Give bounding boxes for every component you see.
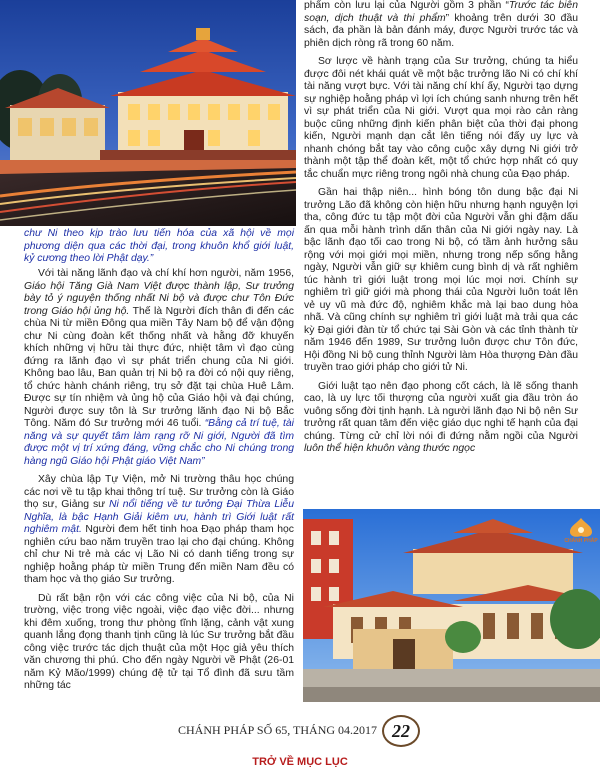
back-to-toc-link[interactable]: TRỞ VỀ MỤC LỤC [252, 756, 348, 768]
page-footer [0, 713, 600, 753]
paragraph [24, 268, 294, 468]
quote-text: “Bằng cả trí tuệ, tài năng và sự quyết tâm làm rạng rỡ Ni giới, Người đã tìm được một vị trí xứng đáng, vững chắc cho Ni chúng trong hàng ngũ Giáo hội Phật giáo Việt Nam” [24, 418, 294, 467]
text-run: Thế là Người đích thân đi đến các chùa Ni từ miền Đông qua miền Tây Nam bộ để vận động chư Ni cùng đoàn kết thống nhất và hằng đỡ khuyến khích những vị hữu tài thực đức, nhiệt tâm vì đạo cùng đứng ra lãnh đạo vì sự phát triển chung của Ni giới. Không bao lâu, Ban quản trị Ni bộ ra đời có nội quy riêng, tổ chức hành chánh riêng, trụ sở đặt tại chùa Huê Lâm. Được sự tín nhiệm và ủng hộ của Giáo hội và đại chúng, Người được suy tôn là Sư trưởng lãnh đạo Ni bộ Bắc Tông. Năm đó Sư trưởng mới 46 tuổi. [24, 305, 294, 429]
text-run-blue: Ni nổi tiếng về tư tưởng Đại Thừa Liễu Nghĩa, là bậc Hạnh Giải kiêm ưu, hành trì Giới luật rất nghiêm mật. [24, 499, 294, 535]
text-run: Người đem hết tinh hoa Đạo pháp tham học nghiên cứu bao năm truyền trao lại cho đại chúng. Không chỉ chư Ni trẻ mà các vị Lão Ni có danh tiếng trong sự nghiệp hoằng pháp từ miền Trung đến miền Nam đều có tham học và thọ giáo Sư trưởng. [24, 524, 294, 585]
text-run-italic: Giáo hội Tăng Già Nam Việt được thành lập, Sư trưởng bày tỏ ý nguyện thống nhất Ni bộ và được chư Tôn Đức trong Giáo hội ủng hộ. [24, 280, 294, 317]
text-run: Giới luật tạo nên đạo phong cốt cách, là lẽ sống thanh cao, là uy lực tối thượng của người xuất gia đầu tròn áo vuông sống đời tịnh hạnh. Là người lãnh đạo Ni bộ nên Sư trưởng rất quan tâm đến việc giáo dục nghi tế hạnh của đại chúng. Từng cử chỉ lời nói đi đứng nằm ngồi của Người [304, 380, 578, 442]
issue-info: CHÁNH PHÁP SỐ 65, THÁNG 04.2017 [178, 723, 378, 737]
paragraph: Dù rất bận rộn với các công việc của Ni bộ, của Ni trường, việc trong việc ngoài, việc đạo việc đời... nhưng khi đêm xuống, trong thư phòng tĩnh lặng, cảnh vật xung quanh lắng đọng thanh tịnh cũng là lúc Sư trưởng bắt đầu công việc trước tác dịch thuật của một Học giả yêu thích văn chương thi phú. Cho đến ngày Người về Phật (26-01 năm Kỷ Mão/1999) chúng đệ tử tại Tổ đình đã sưu tầm những tác [24, 592, 294, 691]
left-column [24, 268, 294, 699]
paragraph: Sơ lược về hành trạng của Sư trưởng, chúng ta hiểu được đôi nét khái quát về một bậc trưởng lão Ni có chí khí tài năng vượt bực. Với tài năng chí khí ấy, Người tạo dựng sự nghiệp hoằng pháp vì lợi ích chúng sanh nhưng trên hết vì sự phát triển của Ni giới. Vượt qua mọi rào cản ràng buộc cũng những định kiến phân biệt của thời đại phong kiến, Người mạnh dạn cắt lên tiếng nói đấy uy lực và nhanh chóng bắt tay vào công cuộc xây dựng Ni giới trở thành một tập thể đoàn kết, một tổ chức hợp nhất có quy tắc chuẩn mực riêng trong ngôi nhà chung của Đạo pháp. [304, 56, 578, 180]
paragraph: Gần hai thập niên... hình bóng tôn dung bậc đại Ni trưởng Lão đã không còn hiện hữu nhưng hạnh nguyện lợi tha, công đức tu tập một đời của Người vẫn ghi đậm dấu ấn qua mỗi hành trình dấn thân của Ni giới ngày nay. Là bậc lãnh đạo tối cao trong Ni bộ, có tầm ảnh hưởng sâu rộng với mọi giới mọi miền, nhưng trong nếp sống hằng ngày, Người vẫn giữ sự khiêm cung bình dị và rất nghiêm túc hành trì giới luật trong mọi lúc mọi nơi. Chính sự nghiêm trì giữ giới mà phong thái của Người luôn toát lên vẻ uy vũ mà đức độ, nghiêm khắc mà lại bao dung hòa nhã. Và cũng chính sự nghiêm trì giới luật mà trải qua các kỳ Đại giới đàn từ tổ chức tại Sài Gòn và các tỉnh thành từ năm 1946 đến 1989, Sư trưởng luôn được chư Tôn đức, Hội đồng Ni bộ cung thỉnh Người làm Hòa thượng Đàn đầu truyền trao giới pháp cho giới tử Ni. [304, 187, 578, 373]
text-run-italic: luôn thể hiện khuôn vàng thước ngọc [304, 443, 476, 454]
text-run: phẩm còn lưu lại của Người gồm 3 phần “ [304, 0, 509, 11]
paragraph [24, 474, 294, 587]
paragraph [304, 0, 578, 50]
text-run: ” khoảng trên dưới 30 đầu sách, đa phần là bản đánh máy, được Người trước tác và phiên dịch ròng rã trong 60 năm. [304, 12, 579, 49]
logo-text: CHÁNH PHÁP [564, 538, 598, 544]
intro-quote [24, 228, 294, 272]
temple-day-photo [303, 509, 600, 702]
text-run: Với tài năng lãnh đạo và chí khí hơn người, năm 1956, [38, 268, 294, 279]
page-number: 22 [382, 715, 420, 747]
paragraph [304, 381, 578, 456]
right-column [304, 0, 578, 462]
text-run: Xây chùa lập Tự Viện, mở Ni trường thâu học chúng các nơi về tu tập khai thông trí tuệ. Sư trưởng còn là Giáo thọ sư, Giảng sư [24, 474, 294, 510]
chanh-phap-logo [566, 516, 596, 548]
text-run-italic: Trước tác biên soạn, dịch thuật và thi phẩm [304, 0, 578, 24]
quote-text: chư Ni theo kịp trào lưu tiến hóa của xã hội về mọi phương diện qua các thời đại, trong khuôn khổ giới luật, kỷ cương theo lời Phật dạy.” [24, 228, 294, 264]
temple-night-photo [0, 0, 296, 226]
